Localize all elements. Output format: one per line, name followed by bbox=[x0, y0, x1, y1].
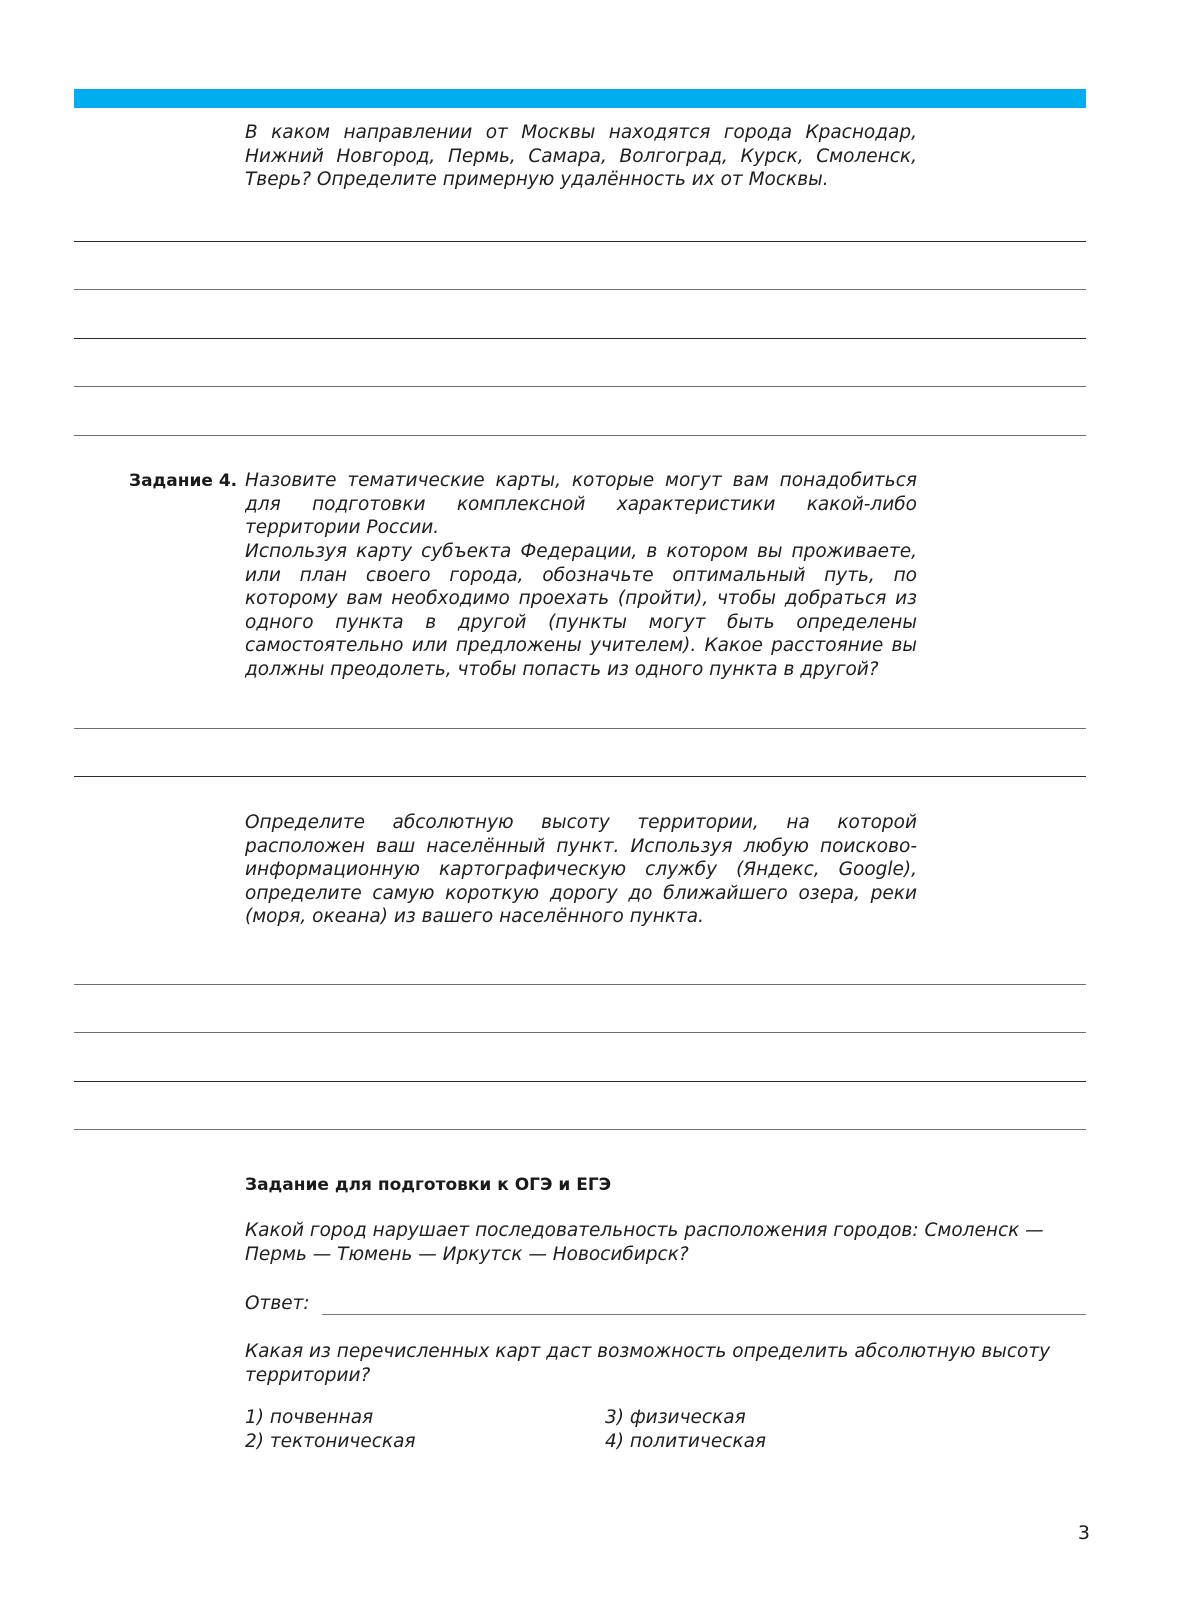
answer-line[interactable] bbox=[74, 728, 1086, 729]
answer-line[interactable] bbox=[74, 241, 1086, 242]
answer-line[interactable] bbox=[74, 984, 1086, 985]
answer-input-line[interactable] bbox=[322, 1314, 1086, 1315]
exam-question-2: Какая из перечисленных карт даст возможность определить абсолютную высоту территории? bbox=[245, 1341, 1051, 1386]
task4-text-part2: Используя карту субъекта Федерации, в котором вы проживаете, или план своего города, обозначьте оптимальный путь, по которому вам необходимо проехать (пройти), чтобы добраться из одного пункта в другой (пункты могут быть определены самостоятельно или предложены учителем). Какое расстояние вы должны преодолеть, чтобы попасть из одного пункта в другой? bbox=[245, 541, 917, 680]
option-2[interactable]: 2) тектоническая bbox=[245, 1431, 416, 1452]
answer-line[interactable] bbox=[74, 338, 1086, 339]
task4-label: Задание 4. bbox=[129, 471, 238, 491]
answer-label: Ответ: bbox=[245, 1293, 310, 1314]
answer-line[interactable] bbox=[74, 435, 1086, 436]
answer-line[interactable] bbox=[74, 776, 1086, 777]
page-number: 3 bbox=[1077, 1522, 1090, 1544]
answer-line[interactable] bbox=[74, 289, 1086, 290]
answer-line[interactable] bbox=[74, 1032, 1086, 1033]
option-4[interactable]: 4) политическая bbox=[605, 1431, 767, 1452]
task4-text-part3: Определите абсолютную высоту территории, на которой расположен ваш населённый пункт. Используя любую поисково-информационную картографическую службу (Яндекс, Google), определите самую короткую дорогу до ближайшего озера, реки (моря, океана) из вашего населённого пункта. bbox=[245, 812, 917, 928]
answer-line[interactable] bbox=[74, 1081, 1086, 1082]
answer-line[interactable] bbox=[74, 386, 1086, 387]
task3-text: В каком направлении от Москвы находятся города Краснодар, Нижний Новгород, Пермь, Самара, Волгоград, Курск, Смоленск, Тверь? Определите примерную удалённость их от Москвы. bbox=[245, 122, 917, 191]
header-accent-bar bbox=[74, 89, 1086, 108]
option-3[interactable]: 3) физическая bbox=[605, 1407, 746, 1428]
task4-text-part1: Назовите тематические карты, которые могут вам понадобиться для подготовки комплексной характеристики какой-либо территории России. bbox=[245, 470, 917, 539]
exam-heading: Задание для подготовки к ОГЭ и ЕГЭ bbox=[245, 1175, 612, 1195]
answer-line[interactable] bbox=[74, 1129, 1086, 1130]
exam-question-1: Какой город нарушает последовательность расположения городов: Смоленск — Пермь — Тюмень — Иркутск — Новосибирск? bbox=[245, 1220, 1044, 1265]
option-1[interactable]: 1) почвенная bbox=[245, 1407, 374, 1428]
